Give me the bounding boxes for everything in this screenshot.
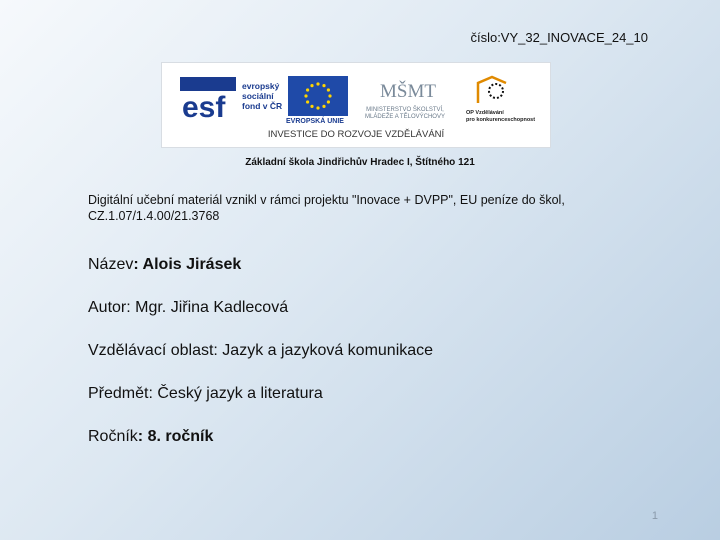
author-field: Autor: Mgr. Jiřina Kadlecová [88, 299, 289, 316]
esf-logo-text: esf [182, 91, 226, 124]
msmt-logo-text: MŠMT [380, 81, 436, 102]
op-text [466, 110, 535, 123]
school-name: Základní škola Jindřichův Hradec I, Štítného 121 [245, 157, 475, 168]
esf-text-line: evropský [242, 81, 280, 91]
title-label: Název [88, 256, 134, 273]
esf-text-line: sociální [242, 91, 274, 101]
esf-logo [180, 77, 236, 124]
op-logo [474, 73, 512, 107]
eu-flag-icon [288, 76, 348, 116]
op-text-line: pro konkurenceschopnost [466, 116, 536, 123]
grade-label: Ročník [88, 428, 138, 445]
title-field [88, 256, 241, 274]
grade-field [88, 428, 213, 446]
project-line: CZ.1.07/1.4.00/21.3768 [88, 209, 220, 223]
subject-field: Předmět: Český jazyk a literatura [88, 385, 323, 402]
msmt-text [352, 107, 458, 121]
esf-text-line: fond v ČR [242, 101, 283, 111]
title-value: : Alois Jirásek [133, 256, 242, 273]
esf-text [242, 81, 282, 111]
msmt-logo [378, 73, 436, 107]
grade-value: : 8. ročník [137, 428, 214, 445]
op-text-line: OP Vzdělávání [466, 110, 504, 116]
msmt-text-line: MINISTERSTVO ŠKOLSTVÍ, [366, 107, 444, 113]
page-number: 1 [651, 510, 658, 522]
eu-text: EVROPSKÁ UNIE [286, 118, 344, 125]
banner-caption: INVESTICE DO ROZVOJE VZDĚLÁVÁNÍ [267, 129, 445, 140]
msmt-text-line: MLÁDEŽE A TĚLOVÝCHOVY [365, 114, 445, 120]
project-description [88, 192, 648, 224]
project-line: Digitální učební materiál vznikl v rámci projektu "Inovace + DVPP", EU peníze do škol, [88, 193, 565, 207]
logo-banner [162, 63, 550, 147]
doc-number: číslo:VY_32_INOVACE_24_10 [470, 30, 648, 45]
area-field: Vzdělávací oblast: Jazyk a jazyková komunikace [88, 342, 434, 359]
